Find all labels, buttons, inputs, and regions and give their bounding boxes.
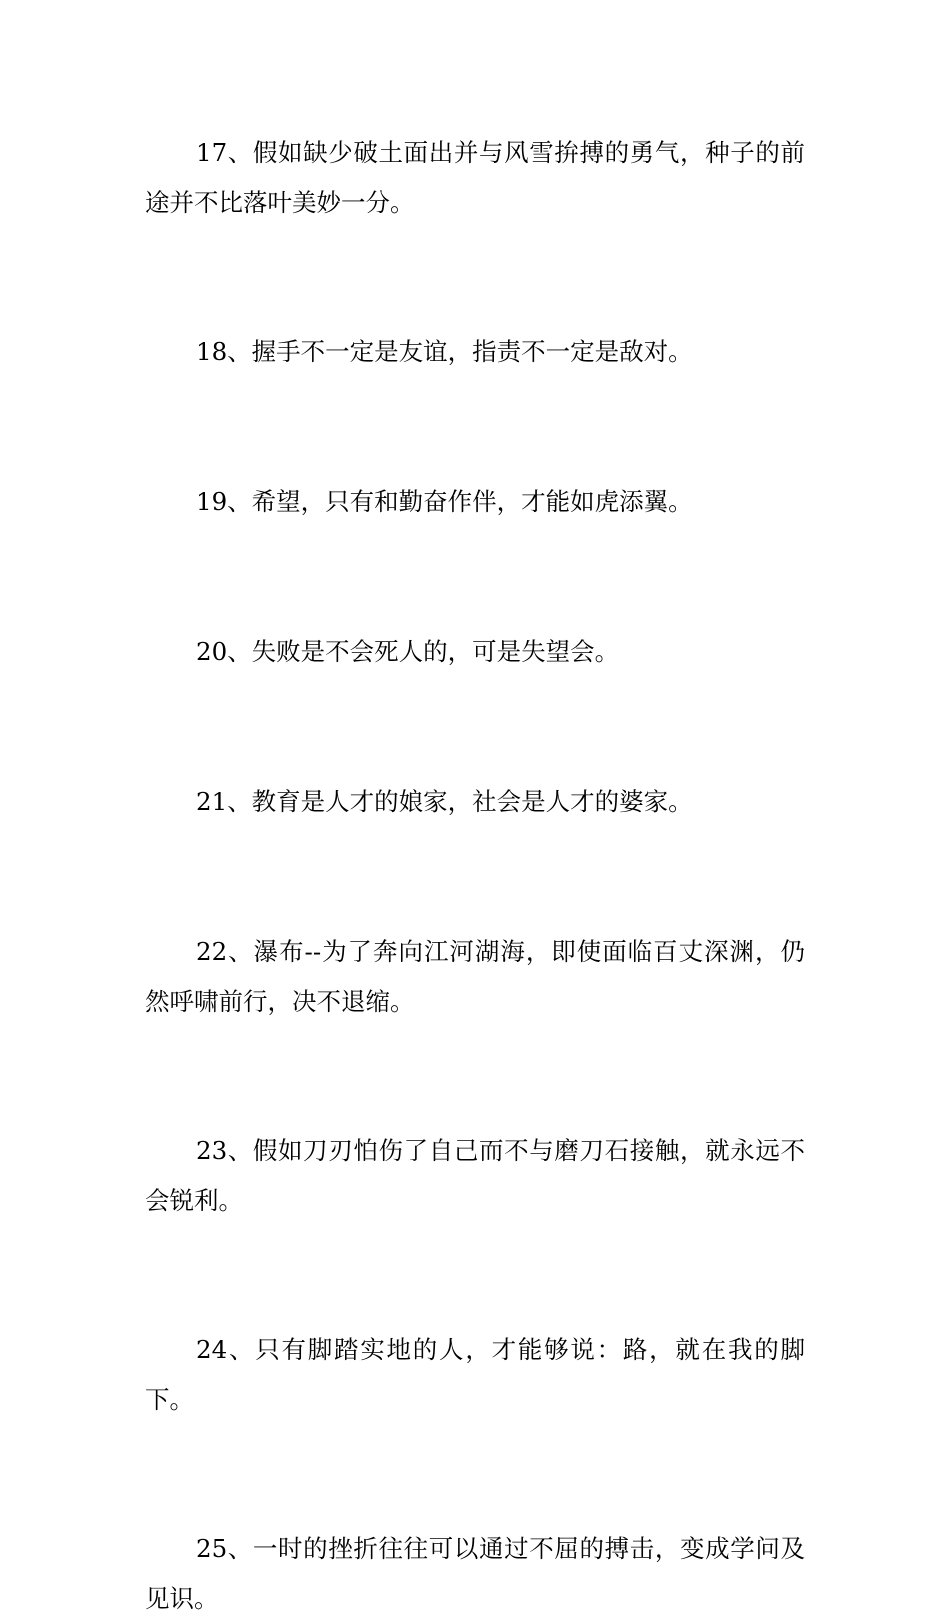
paragraph-25: 25、一时的挫折往往可以通过不屈的搏击，变成学问及见识。	[145, 1534, 805, 1613]
paragraph-23: 23、假如刀刃怕伤了自己而不与磨刀石接触，就永远不会锐利。	[145, 1136, 805, 1215]
paragraph-22: 22、瀑布--为了奔向江河湖海，即使面临百丈深渊，仍然呼啸前行，决不退缩。	[145, 937, 805, 1016]
paragraph-20: 20、失败是不会死人的，可是失望会。	[196, 637, 620, 666]
paragraph-21: 21、教育是人才的娘家，社会是人才的婆家。	[196, 787, 693, 816]
paragraph-24: 24、只有脚踏实地的人，才能够说：路，就在我的脚下。	[145, 1335, 805, 1414]
paragraph-18: 18、握手不一定是友谊，指责不一定是敌对。	[196, 337, 693, 366]
paragraph-17: 17、假如缺少破土面出并与风雪拚搏的勇气，种子的前途并不比落叶美妙一分。	[145, 138, 805, 217]
document-body	[145, 128, 805, 1624]
paragraph-19: 19、希望，只有和勤奋作伴，才能如虎添翼。	[196, 487, 693, 516]
